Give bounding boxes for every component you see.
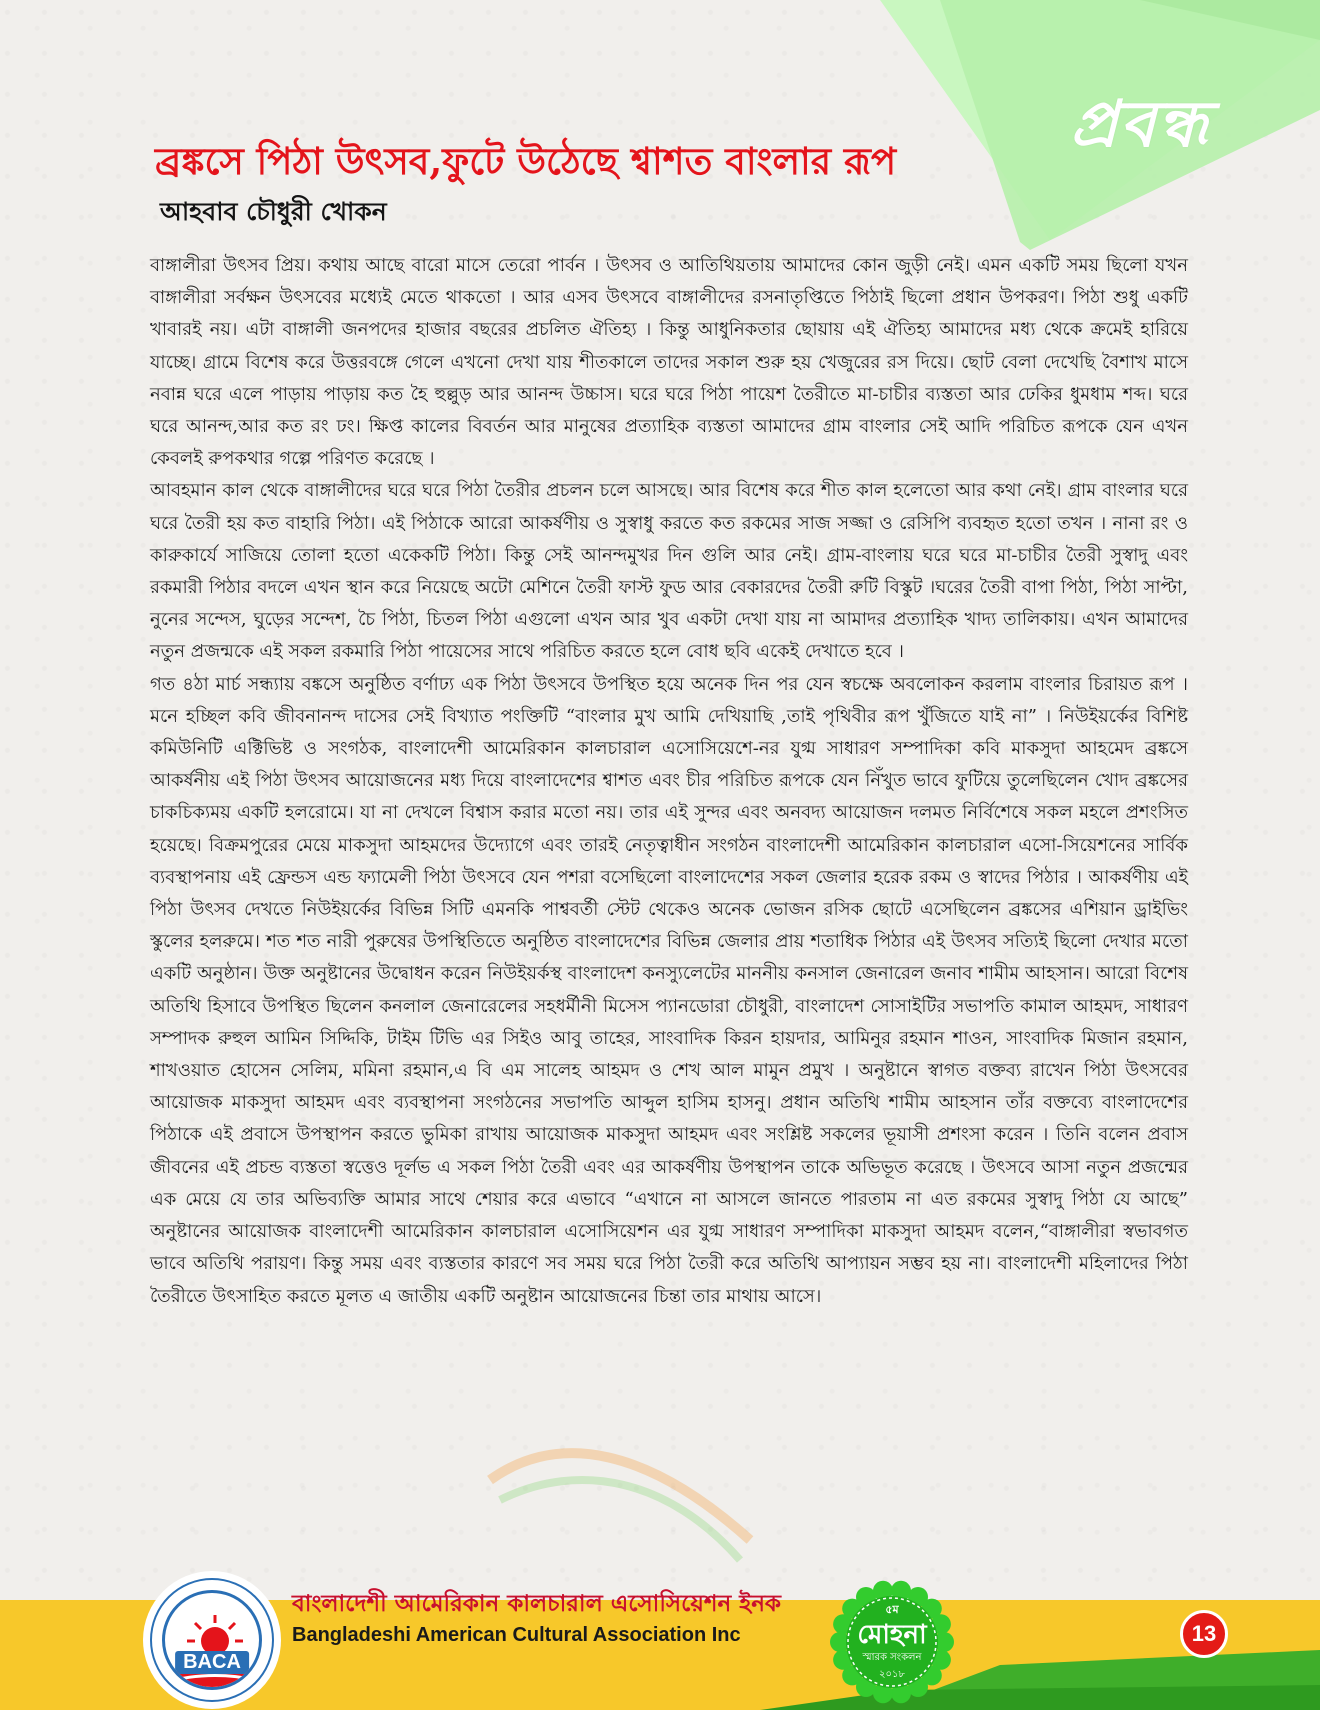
baca-logo-text: BACA: [175, 1651, 249, 1674]
article-paragraph: গত ৪ঠা মার্চ সন্ধ্যায় বঙ্কসে অনুষ্ঠিত বর্ণাঢ্য এক পিঠা উৎসবে উপস্থিত হয়ে অনেক দিন পর যেন স্বচক্ষে অবলোকন করলাম বাংলার চিরায়ত রূপ । মনে হচ্ছিল কবি জীবনানন্দ দাসের সেই বিখ্যাত পংক্তিটি “বাংলার মুখ আমি দেখিয়াছি ,তাই পৃথিবীর রূপ খুঁজিতে যাই না” । নিউইয়র্কের বিশিষ্ট কমিউনিটি এক্টিভিষ্ট ও সংগঠক, বাংলাদেশী আমেরিকান কালচারাল এসোসিয়েশে-নর যুগ্ম সাধারণ সম্পাদিকা কবি মাকসুদা আহমেদ ব্রঙ্কসে আকর্ষনীয় এই পিঠা উৎসব আয়োজনের মধ্য দিয়ে বাংলাদেশের শ্বাশত এবং চীর পরিচিত রূপকে যেন নিঁখুত ভাবে ফুটিয়ে তুলেছিলেন খোদ ব্রঙ্কসের চাকচিক্যময় একটি হলরোমে। যা না দেখলে বিশ্বাস করার মতো নয়। তার এই সুন্দর এবং অনবদ্য আয়োজন দলমত নির্বিশেষে সকল মহলে প্রশংসিত হয়েছে। বিক্রমপুরের মেয়ে মাকসুদা আহমদের উদ্যোগে এবং তারই নেতৃত্বাধীন সংগঠন বাংলাদেশী আমেরিকান কালচারাল এসো-সিয়েশনের সার্বিক ব্যবস্থাপনায় এই ফ্রেন্ডস এন্ড ফ্যামেলী পিঠা উৎসবে যেন পশরা বসেছিলো বাংলাদেশের সকল জেলার হরেক রকম ও স্বাদের পিঠার । আকর্ষণীয় এই পিঠা উৎসব দেখতে নিউইয়র্কের বিভিন্ন সিটি এমনকি পাশ্ববর্তী স্টেট থেকেও অনেক ভোজন রসিক ছোটে এসেছিলেন ব্রঙ্কসের এশিয়ান ড্রাইভিং স্কুলের হলরুমে। শত শত নারী পুরুষের উপস্থিতিতে অনুষ্ঠিত বাংলাদেশের বিভিন্ন জেলার প্রায় শতাধিক পিঠার এই উৎসব সত্যিই ছিলো দেখার মতো একটি অনুষ্ঠান। উক্ত অনুষ্টানের উদ্বোধন করেন নিউইয়র্কস্থ বাংলাদেশ কনস্যুলেটের মাননীয় কনসাল জেনারেল জনাব শামীম আহসান। আরো বিশেষ অতিথি হিসাবে উপস্থিত ছিলেন কনলাল জেনারেলের সহধর্মীনী মিসেস প্যানডোরা চৌধুরী, বাংলাদেশ সোসাইটির সভাপতি কামাল আহমদ, সাধারণ সম্পাদক রুহুল আমিন সিদ্দিকি, টাইম টিভি এর সিইও আবু তাহের, সাংবাদিক কিরন হায়দার, আমিনুর রহমান শাওন, সাংবাদিক মিজান রহমান, শাখওয়াত হোসেন সেলিম, মমিনা রহমান,এ বি এম সালেহ আহমদ ও শেখ আল মামুন প্রমুখ । অনুষ্টানে স্বাগত বক্তব্য রাখেন পিঠা উৎসবের আয়োজক মাকসুদা আহমদ এবং ব্যবস্থাপনা সংগঠনের সভাপতি আব্দুল হাসিম হাসনু। প্রধান অতিথি শামীম আহসান তাঁর বক্তব্যে বাংলাদেশের পিঠাকে এই প্রবাসে উপস্থাপন করতে ভুমিকা রাখায় আয়োজক মাকসুদা আহমদ এবং সংশ্লিষ্ট সকলের ভূয়াসী প্রশংসা করেন । তিনি বলেন প্রবাস জীবনের এই প্রচন্ড ব্যস্ততা স্বত্তেও দূর্লভ এ সকল পিঠা তৈরী এবং এর আকর্ষণীয় উপস্থাপন তাকে অভিভূত করেছে । উৎসবে আসা নতুন প্রজন্মের এক মেয়ে যে তার অভিব্যক্তি আমার সাথে শেয়ার করে এভাবে “এখানে না আসলে জানতে পারতাম না এত রকমের সুস্বাদু পিঠা যে আছে” অনুষ্টানের আয়োজক বাংলাদেশী আমেরিকান কালচারাল এসোসিয়েশন এর যুগ্ম সাধারণ সম্পাদিকা মাকসুদা আহমদ বলেন,“বাঙ্গালীরা স্বভাবগত ভাবে অতিথি পরায়ণ। কিন্তু সময় এবং ব্যস্ততার কারণে সব সময় ঘরে পিঠা তৈরী করে অতিথি আপ্যায়ন সম্ভব হয় না। বাংলাদেশী মহিলাদের পিঠা তৈরীতে উৎসাহিত করতে মূলত এ জাতীয় একটি অনুষ্টান আয়োজনের চিন্তা তার মাথায় আসে।: [150, 673, 1188, 1307]
page-number: 13: [1180, 1610, 1228, 1658]
mohona-badge-text: [825, 1580, 959, 1704]
section-label: প্রবন্ধ: [1069, 87, 1210, 162]
badge-edition: ৫ম: [885, 1602, 899, 1616]
org-name-bengali: বাংলাদেশী আমেরিকান কালচারাল এসোসিয়েশন ইনক: [292, 1591, 782, 1617]
badge-year: ২০১৮: [879, 1668, 905, 1680]
badge-title: মোহনা: [857, 1619, 927, 1650]
article-paragraph: বাঙ্গালীরা উৎসব প্রিয়। কথায় আছে বারো মাসে তেরো পার্বন । উৎসব ও আতিথিয়তায় আমাদের কোন জুড়ী নেই। এমন একটি সময় ছিলো যখন বাঙ্গালীরা সর্বক্ষন উৎসবের মধ্যেই মেতে থাকতো । আর এসব উৎসবে বাঙ্গালীদের রসনাতৃপ্তিতে পিঠাই ছিলো প্রধান উপকরণ। পিঠা শুধু একটি খাবারই নয়। এটা বাঙ্গালী জনপদের হাজার বছরের প্রচলিত ঐতিহ্য । কিন্তু আধুনিকতার ছোয়ায় এই ঐতিহ্য আমাদের মধ্য থেকে ক্রমেই হারিয়ে যাচ্ছে। গ্রামে বিশেষ করে উত্তরবঙ্গে গেলে এখনো দেখা যায় শীতকালে তাদের সকাল শুরু হয় খেজুরের রস দিয়ে। ছোট বেলা দেখেছি বৈশাখ মাসে নবান্ন ঘরে এলে পাড়ায় পাড়ায় কত হৈ হুল্লুড় আর আনন্দ উচ্চাস। ঘরে ঘরে পিঠা পায়েশ তৈরীতে মা-চাচীর ব্যস্ততা আর ঢেকির ধুমধাম শব্দ। ঘরে ঘরে আনন্দ,আর কত রং ঢং। ক্ষিপ্ত কালের বিবর্তন আর মানুষের প্রত্যাহিক ব্যস্ততা আমাদের গ্রাম বাংলার সেই আদি পরিচিত রূপকে যেন এখন কেবলই রুপকথার গল্পে পরিণত করেছে ।: [150, 255, 1188, 470]
article-title: ব্রঙ্কসে পিঠা উৎসব,ফুটে উঠেছে শ্বাশত বাংলার রূপ: [155, 139, 897, 183]
badge-subtitle: স্মারক সংকলন: [862, 1651, 922, 1663]
swoosh-decoration: [480, 1390, 760, 1570]
article-paragraph: আবহমান কাল থেকে বাঙ্গালীদের ঘরে ঘরে পিঠা তৈরীর প্রচলন চলে আসছে। আর বিশেষ করে শীত কাল হলেতো আর কথা নেই। গ্রাম বাংলার ঘরে ঘরে তৈরী হয় কত বাহারি পিঠা। এই পিঠাকে আরো আকর্ষণীয় ও সুস্বাধু করতে কত রকমের সাজ সজ্জা ও রেসিপি ব্যবহৃত হতো তখন । নানা রং ও কারুকার্যে সাজিয়ে তোলা হতো একেকটি পিঠা। কিন্তু সেই আনন্দমুখর দিন গুলি আর নেই। গ্রাম-বাংলায় ঘরে ঘরে মা-চাচীর তৈরী সুস্বাদু এবং রকমারী পিঠার বদলে এখন স্থান করে নিয়েছে অটো মেশিনে তৈরী ফাস্ট ফুড আর বেকারদের তৈরী রুটি বিস্কুট ।ঘরের তৈরী বাপা পিঠা, পিঠা সাপ্টা, নুনের সন্দেস, ঘুড়ের সন্দেশ, চৈ পিঠা, চিতল পিঠা এগুলো এখন আর খুব একটা দেখা যায় না আমাদর প্রত্যাহিক খাদ্য তালিকায়। এখন আমাদের নতুন প্রজন্মকে এই সকল রকমারি পিঠা পায়েসের সাথে পরিচিত করতে হলে বোধ ছবি একেই দেখাতে হবে ।: [150, 480, 1188, 663]
baca-logo: [150, 1578, 274, 1702]
article-author: আহবাব চৌধুরী খোকন: [160, 197, 387, 226]
baca-logo-emblem: [162, 1590, 262, 1690]
org-name-english: Bangladeshi American Cultural Association Inc: [292, 1624, 741, 1646]
article-body: [150, 250, 1188, 1313]
sunrise-icon: [165, 1593, 262, 1690]
mohona-badge: [825, 1580, 959, 1704]
